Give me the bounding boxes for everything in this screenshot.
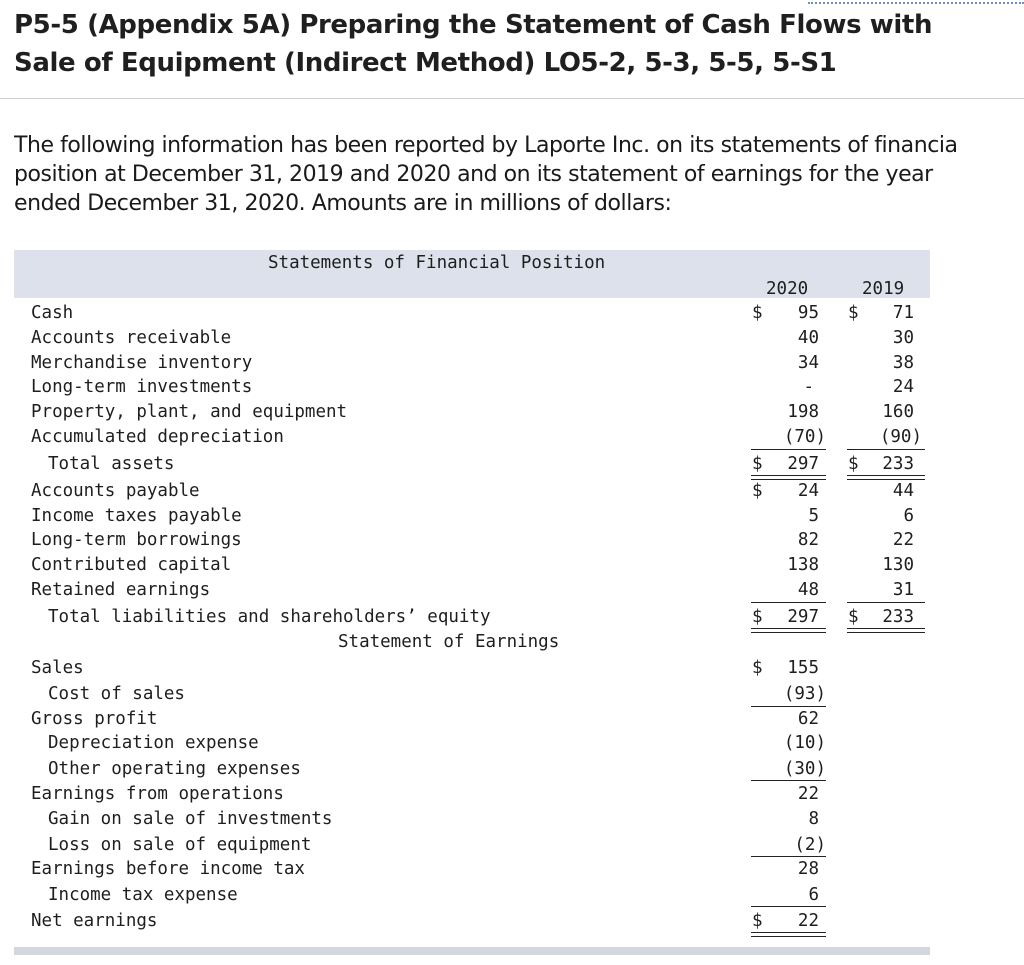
value-2019: 30 (892, 328, 914, 348)
title-divider (0, 98, 1024, 99)
subtotal-underline-2020 (751, 906, 826, 907)
value-2020: 8 (808, 809, 819, 829)
table-row-accounts-receivable (14, 328, 930, 350)
subtotal-underline-2019 (847, 449, 925, 450)
value-2019: 71 (892, 303, 914, 323)
row-label: Income tax expense (48, 885, 238, 905)
row-label: Property, plant, and equipment (31, 402, 348, 422)
table-row-total-assets (14, 454, 930, 476)
table-row-long-term-investments (14, 377, 930, 399)
currency-symbol: $ (848, 454, 859, 474)
total-double-underline-2020 (751, 932, 826, 937)
table-row-accumulated-depreciation (14, 427, 930, 449)
value-2020: (2) (794, 835, 826, 855)
table-row-other-operating-expenses (14, 759, 930, 781)
value-2020: 82 (797, 530, 819, 550)
value-2020: 198 (787, 402, 819, 422)
value-2019: 22 (892, 530, 914, 550)
problem-title (14, 6, 1014, 82)
table-row-income-tax-expense (14, 885, 930, 907)
table-row-long-term-borrowings (14, 530, 930, 552)
value-2020: 24 (797, 481, 819, 501)
table-row-earnings-from-operations (14, 784, 930, 806)
row-label: Total liabilities and shareholders’ equity (48, 607, 491, 627)
value-2020: 155 (787, 658, 819, 678)
intro-line-2: position at December 31, 2019 and 2020 and on its statement of earnings for the year (14, 162, 933, 187)
currency-symbol: $ (752, 454, 763, 474)
intro-line-1: The following information has been reported by Laporte Inc. on its statements of financia (14, 133, 958, 158)
financial-position-title: Statements of Financial Position (268, 253, 606, 273)
total-double-underline-2019 (847, 628, 925, 633)
table-row-total-liabilities-equity (14, 607, 930, 629)
value-2019: 160 (882, 402, 914, 422)
value-2020: 62 (797, 709, 819, 729)
value-2020: (30) (783, 759, 826, 779)
value-2020: 28 (797, 859, 819, 879)
problem-title-line-2: Sale of Equipment (Indirect Method) LO5-2, 5-3, 5-5, 5-S1 (14, 48, 837, 78)
row-label: Earnings from operations (31, 784, 284, 804)
currency-symbol: $ (752, 303, 763, 323)
value-2020: 48 (797, 580, 819, 600)
row-label: Income taxes payable (31, 506, 242, 526)
currency-symbol: $ (752, 658, 763, 678)
row-label: Total assets (48, 454, 175, 474)
top-dotted-border (808, 2, 1024, 4)
value-2020: 297 (787, 607, 819, 627)
row-label: Depreciation expense (48, 733, 259, 753)
table-row-earnings-before-income-tax (14, 859, 930, 881)
subtotal-underline-2020 (751, 856, 826, 857)
table-row-income-taxes-payable (14, 506, 930, 528)
row-label: Long-term investments (31, 377, 253, 397)
row-label: Merchandise inventory (31, 353, 253, 373)
row-label: Net earnings (31, 911, 158, 931)
value-2019: 44 (892, 481, 914, 501)
row-label: Cost of sales (48, 684, 185, 704)
value-2019: 38 (892, 353, 914, 373)
financial-statements-table (14, 250, 930, 955)
row-label: Cash (31, 303, 74, 323)
value-2019: 31 (892, 580, 914, 600)
row-label: Retained earnings (31, 580, 211, 600)
column-header-2019: 2019 (862, 279, 905, 299)
row-label: Gross profit (31, 709, 158, 729)
problem-intro (14, 131, 1024, 218)
value-2019: 233 (882, 607, 914, 627)
row-label: Loss on sale of equipment (48, 835, 312, 855)
value-2020: (10) (783, 733, 826, 753)
row-label: Other operating expenses (48, 759, 301, 779)
table-bottom-band (14, 947, 930, 955)
total-double-underline-2020 (751, 628, 826, 633)
row-label: Sales (31, 658, 84, 678)
value-2019: (90) (879, 427, 922, 447)
row-label: Accounts payable (31, 481, 200, 501)
row-label: Earnings before income tax (31, 859, 305, 879)
intro-line-3: ended December 31, 2020. Amounts are in millions of dollars: (14, 191, 672, 216)
value-2020: 6 (808, 885, 819, 905)
value-2020: 5 (808, 506, 819, 526)
value-2019: 233 (882, 454, 914, 474)
table-row-sales (14, 658, 930, 680)
currency-symbol: $ (848, 607, 859, 627)
value-2020: (93) (783, 684, 826, 704)
table-row-loss-on-sale-of-equipment (14, 835, 930, 857)
problem-title-line-1: P5-5 (Appendix 5A) Preparing the Statement of Cash Flows with (14, 10, 933, 40)
currency-symbol: $ (752, 481, 763, 501)
value-2020: 40 (797, 328, 819, 348)
value-2019: 24 (892, 377, 914, 397)
value-2020: (70) (783, 427, 826, 447)
value-2019: 130 (882, 555, 914, 575)
row-label: Long-term borrowings (31, 530, 242, 550)
table-row-net-earnings (14, 911, 930, 933)
row-label: Accumulated depreciation (31, 427, 284, 447)
currency-symbol: $ (752, 911, 763, 931)
total-double-underline-2019 (847, 475, 925, 480)
table-row-cash (14, 303, 930, 325)
earnings-statement-title: Statement of Earnings (338, 632, 560, 652)
table-row-accounts-payable (14, 481, 930, 503)
table-row-retained-earnings (14, 580, 930, 602)
table-row-gross-profit (14, 709, 930, 731)
column-header-2020: 2020 (766, 279, 809, 299)
value-2020: 95 (797, 303, 819, 323)
table-row-depreciation-expense (14, 733, 930, 755)
subtotal-underline-2020 (751, 449, 826, 450)
subtotal-underline-2020 (751, 602, 826, 603)
currency-symbol: $ (848, 303, 859, 323)
value-2020: - (803, 377, 814, 397)
table-row-contributed-capital (14, 555, 930, 577)
value-2020: 22 (797, 911, 819, 931)
total-double-underline-2020 (751, 475, 826, 480)
value-2020: 138 (787, 555, 819, 575)
table-row-cost-of-sales (14, 684, 930, 706)
value-2019: 6 (903, 506, 914, 526)
subtotal-underline-2020 (751, 780, 826, 781)
row-label: Contributed capital (31, 555, 232, 575)
subtotal-underline-2020 (751, 706, 826, 707)
table-row-gain-on-sale-of-investments (14, 809, 930, 831)
row-label: Accounts receivable (31, 328, 232, 348)
table-row-property-plant-equipment (14, 402, 930, 424)
subtotal-underline-2019 (847, 602, 925, 603)
row-label: Gain on sale of investments (48, 809, 333, 829)
table-row-merchandise-inventory (14, 353, 930, 375)
value-2020: 22 (797, 784, 819, 804)
value-2020: 297 (787, 454, 819, 474)
currency-symbol: $ (752, 607, 763, 627)
value-2020: 34 (797, 353, 819, 373)
